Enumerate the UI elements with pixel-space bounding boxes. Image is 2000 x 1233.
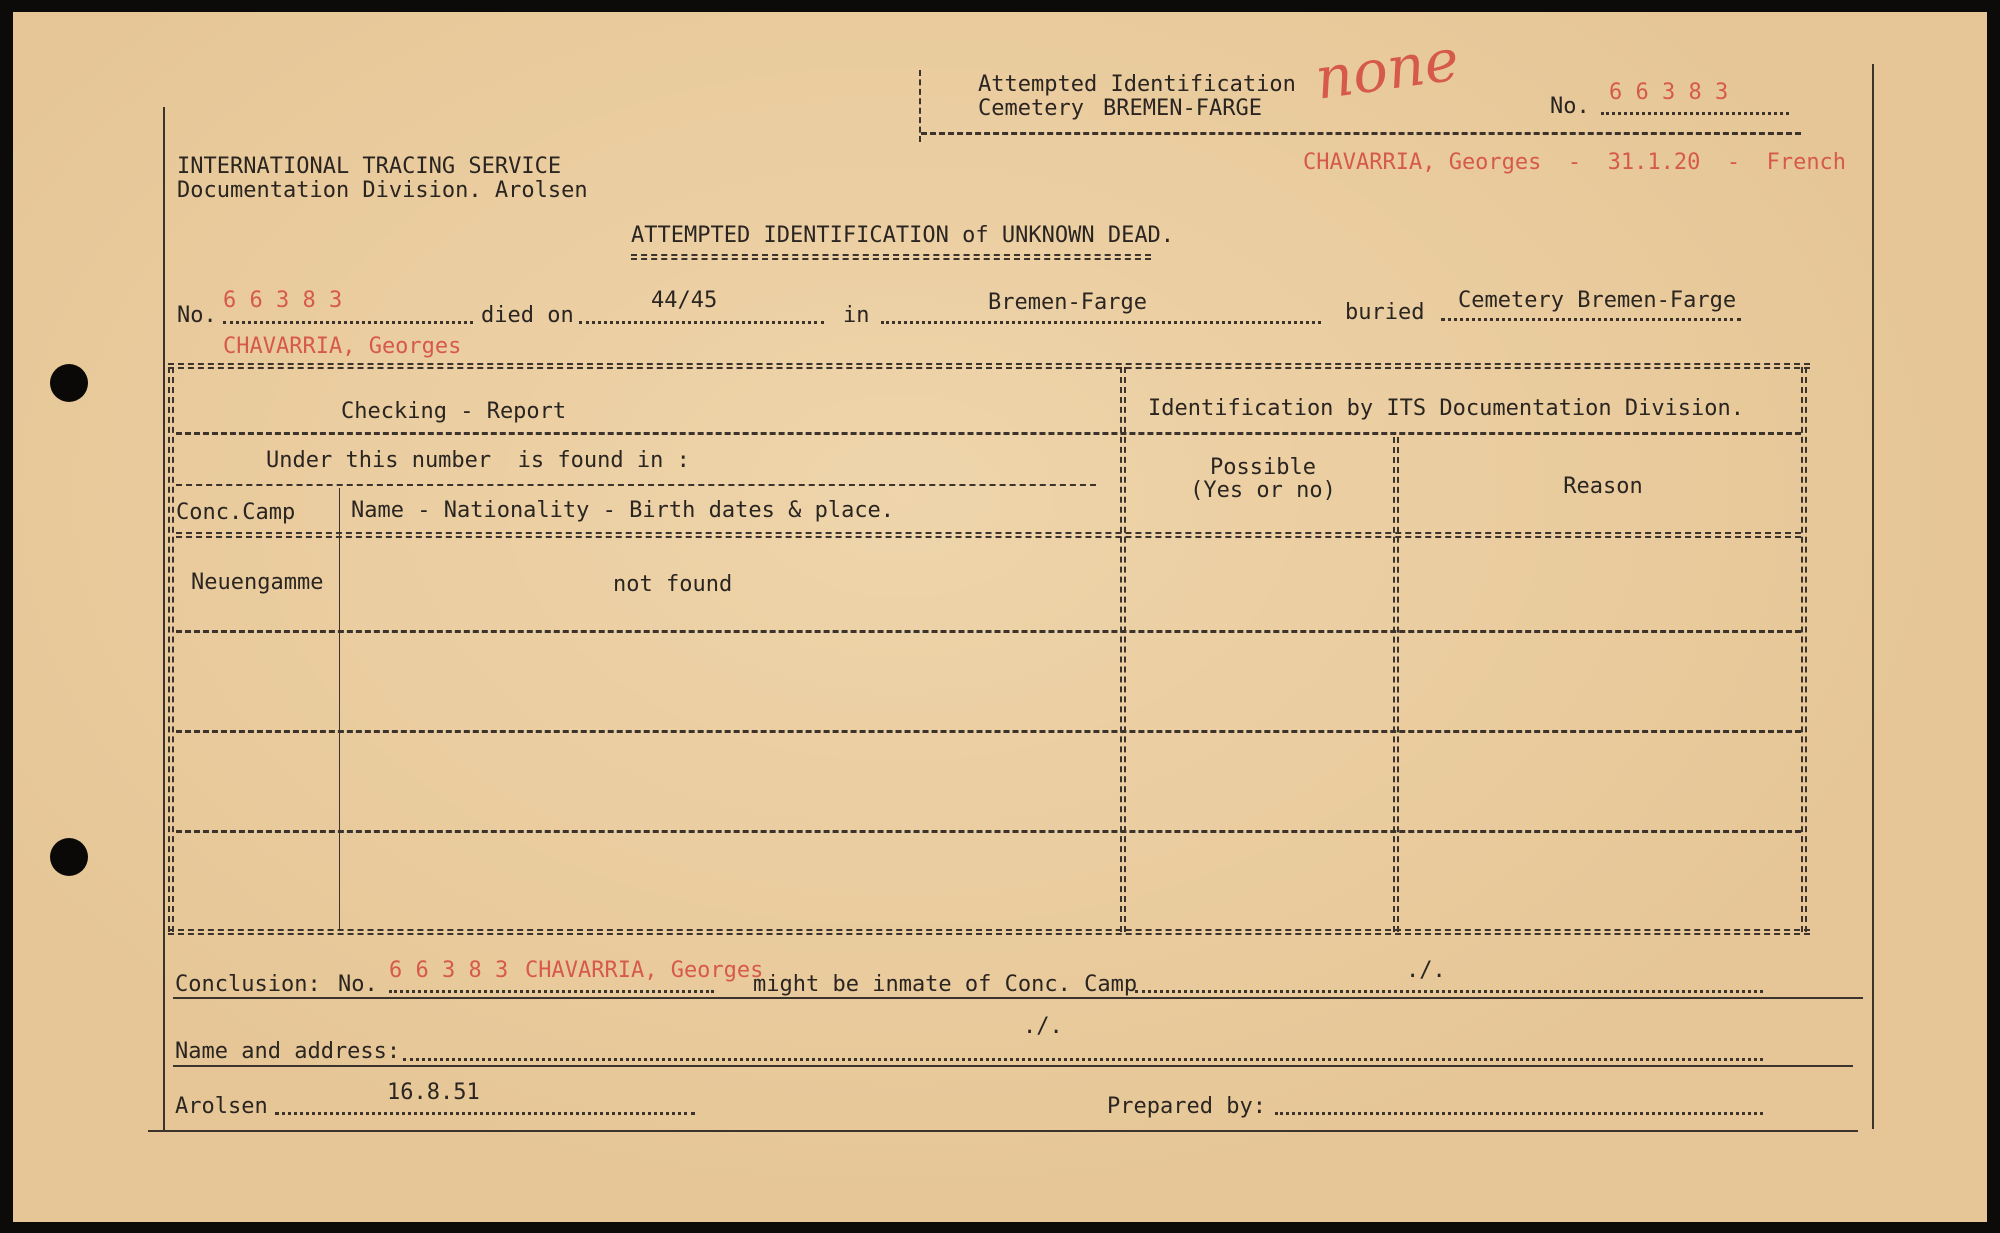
table-bottom-border — [168, 929, 1810, 935]
record-no-value: 6 6 3 8 3 — [223, 288, 343, 313]
conclusion-no-dots — [389, 990, 714, 993]
header-no-label: No. — [1550, 94, 1590, 119]
in-dots — [881, 321, 1321, 324]
table-divider-reason — [1393, 437, 1399, 932]
record-card — [13, 12, 1987, 1222]
table-row-separator — [176, 830, 1801, 833]
column-header-separator — [176, 532, 1801, 538]
header-separator — [176, 432, 1801, 435]
org-division: Documentation Division. Arolsen — [177, 178, 588, 203]
table-divider-main — [1120, 367, 1126, 932]
conclusion-camp-value: ./. — [1406, 958, 1446, 983]
prepared-by-dots — [1275, 1112, 1763, 1115]
buried-dots — [1441, 318, 1741, 321]
frame-bottom-line — [148, 1130, 1858, 1132]
conclusion-no-value: 6 6 3 8 3 — [389, 958, 509, 983]
record-no-label: No. — [177, 303, 217, 328]
conclusion-text: might be inmate of Conc. Camp — [753, 972, 1138, 997]
table-divider-camp — [339, 488, 340, 929]
conclusion-name: CHAVARRIA, Georges — [525, 958, 764, 983]
checking-report-header: Checking - Report — [341, 399, 567, 424]
frame-left-line — [163, 107, 165, 1132]
table-cell-camp: Neuengamme — [191, 570, 324, 595]
punch-hole-top — [50, 364, 88, 402]
conclusion-rule — [173, 997, 1863, 999]
died-on-value: 44/45 — [651, 288, 718, 313]
punch-hole-bottom — [50, 838, 88, 876]
table-row-separator — [176, 730, 1801, 733]
in-value: Bremen-Farge — [988, 290, 1147, 315]
column-header-name: Name - Nationality - Birth dates & place. — [351, 498, 895, 523]
in-label: in — [843, 303, 870, 328]
table-right-border — [1801, 367, 1807, 932]
conclusion-label: Conclusion: — [175, 972, 321, 997]
table-row-separator — [176, 630, 1801, 633]
table-cell-name: not found — [613, 572, 733, 597]
address-label: Name and address: — [175, 1039, 401, 1064]
header-box-bottom — [921, 132, 1801, 135]
prepared-by-label: Prepared by: — [1107, 1094, 1266, 1119]
form-title: ATTEMPTED IDENTIFICATION of UNKNOWN DEAD. — [631, 223, 1175, 248]
address-rule — [173, 1065, 1853, 1067]
org-name: INTERNATIONAL TRACING SERVICE — [177, 154, 562, 179]
person-summary: CHAVARRIA, Georges - 31.1.20 - French — [1303, 150, 1847, 175]
conclusion-no-label: No. — [338, 972, 378, 997]
form-title-underline — [631, 254, 1151, 260]
header-no-dots — [1601, 112, 1789, 115]
died-on-label: died on — [481, 303, 574, 328]
attempted-identification-label: Attempted Identification — [978, 72, 1296, 97]
cemetery-label: Cemetery — [978, 96, 1084, 121]
found-in-underline — [176, 484, 1096, 486]
table-left-border — [168, 367, 174, 932]
possible-header-line2: (Yes or no) — [1190, 478, 1336, 503]
place-label: Arolsen — [175, 1094, 268, 1119]
handwritten-note: none — [1310, 25, 1463, 113]
conclusion-camp-dots — [1135, 990, 1763, 993]
buried-label: buried — [1345, 300, 1425, 325]
found-in-label: Under this number is found in : — [266, 448, 690, 473]
date-value: 16.8.51 — [387, 1080, 480, 1105]
buried-value: Cemetery Bremen-Farge — [1458, 288, 1737, 313]
table-top-border — [168, 363, 1810, 369]
address-value: ./. — [1023, 1014, 1063, 1039]
column-header-camp: Conc.Camp — [176, 500, 296, 525]
cemetery-value: BREMEN-FARGE — [1103, 96, 1262, 121]
record-no-dots — [223, 321, 473, 324]
record-name: CHAVARRIA, Georges — [223, 334, 462, 359]
header-no-value: 6 6 3 8 3 — [1609, 80, 1729, 105]
frame-right-line — [1872, 64, 1874, 1129]
possible-header-line1: Possible — [1210, 455, 1316, 480]
address-dots — [403, 1058, 1763, 1061]
died-on-dots — [579, 321, 824, 324]
identification-header: Identification by ITS Documentation Division. — [1148, 396, 1745, 421]
reason-header: Reason — [1563, 474, 1643, 499]
date-dots — [275, 1112, 695, 1115]
